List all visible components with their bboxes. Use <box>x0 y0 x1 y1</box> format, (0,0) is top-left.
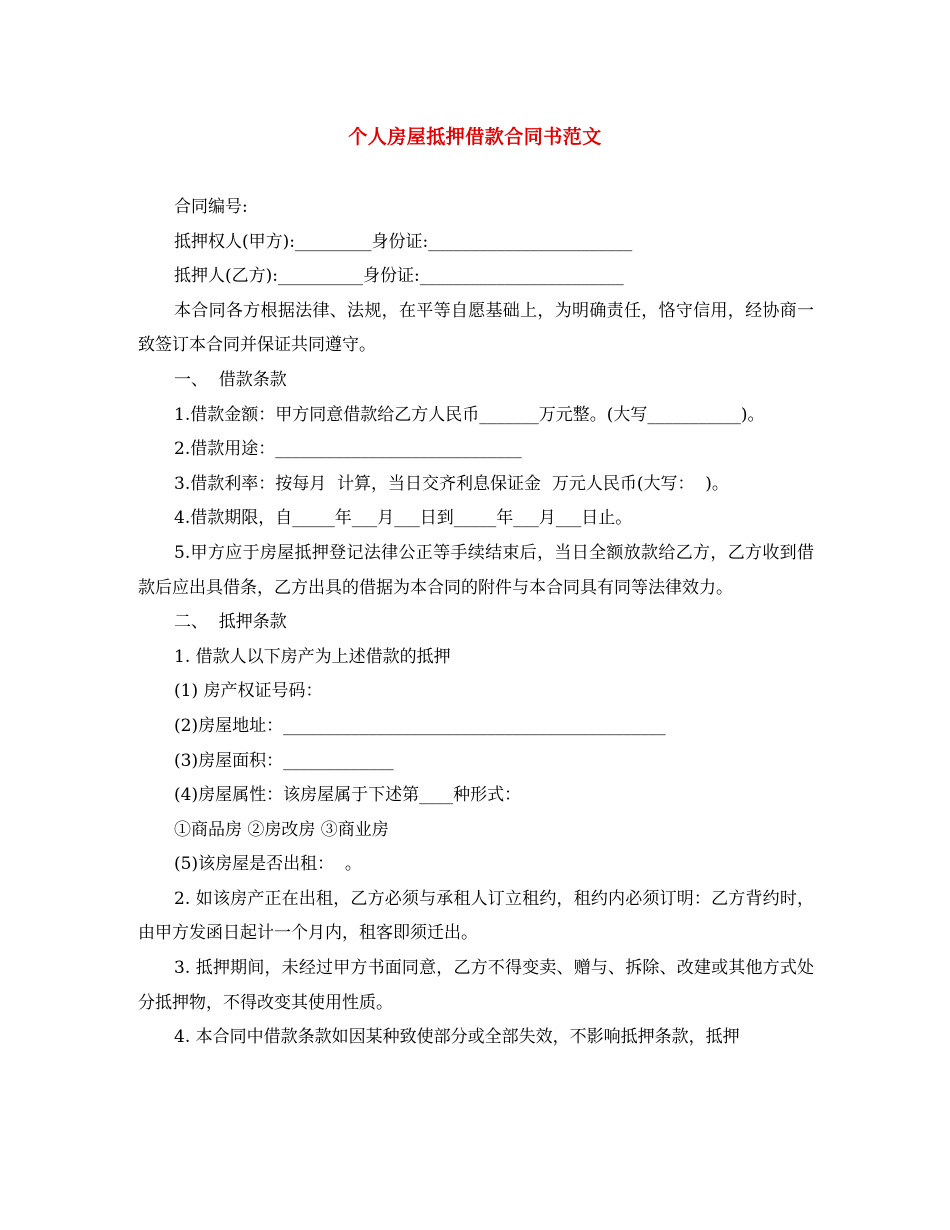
mortgagee-line: 抵押权人(甲方):_________身份证:________________________ <box>174 231 633 252</box>
interest-rate-clause: 3.借款利率：按每月 计算，当日交齐利息保证金 万元人民币(大写： )。 <box>174 473 729 494</box>
property-type-line: (4)房屋属性：该房屋属于下述第____种形式： <box>174 785 522 806</box>
preamble-paragraph: 本合同各方根据法律、法规，在平等自愿基础上，为明确责任，恪守信用，经协商一致签订本合同并保证共同遵守。 <box>138 300 814 356</box>
section-heading-loan-terms: 一、 借款条款 <box>174 369 287 390</box>
property-type-options: ①商品房 ②房改房 ③商业房 <box>174 819 389 840</box>
document-title: 个人房屋抵押借款合同书范文 <box>348 126 602 148</box>
section-heading-mortgage-terms: 二、 抵押条款 <box>174 612 287 633</box>
mortgage-property-clause: 1. 借款人以下房产为上述借款的抵押 <box>174 646 451 667</box>
document-body <box>138 190 814 1055</box>
property-address-line: (2)房屋地址：_____________________________________________ <box>174 715 666 736</box>
contract-number-line: 合同编号: <box>174 197 248 217</box>
property-certificate-line: (1) 房产权证号码： <box>174 681 323 702</box>
property-area-line: (3)房屋面积：_____________ <box>174 750 394 771</box>
loan-purpose-clause: 2.借款用途：_____________________________ <box>174 439 522 460</box>
loan-amount-clause: 1.借款金额：甲方同意借款给乙方人民币_______万元整。(大写___________)。 <box>174 404 765 425</box>
lease-clause: 2. 如该房产正在出租，乙方必须与承租人订立租约，租约内必须订明：乙方背约时，由甲方发函日起计一个月内，租客即须迁出。 <box>138 888 814 944</box>
property-rented-line: (5)该房屋是否出租： 。 <box>174 854 362 875</box>
loan-term-clause: 4.借款期限，自_____年___月___日到_____年___月___日止。 <box>174 508 633 529</box>
mortgagor-line: 抵押人(乙方):__________身份证:________________________ <box>174 266 624 287</box>
severability-clause: 4. 本合同中借款条款如因某种致使部分或全部失效，不影响抵押条款，抵押 <box>174 1027 740 1048</box>
disposal-restriction-clause: 3. 抵押期间，未经过甲方书面同意，乙方不得变卖、赠与、拆除、改建或其他方式处分抵押物，不得改变其使用性质。 <box>138 958 814 1013</box>
disbursement-clause: 5.甲方应于房屋抵押登记法律公正等手续结束后，当日全额放款给乙方，乙方收到借款后应出具借条，乙方出具的借据为本合同的附件与本合同具有同等法律效力。 <box>138 542 814 598</box>
